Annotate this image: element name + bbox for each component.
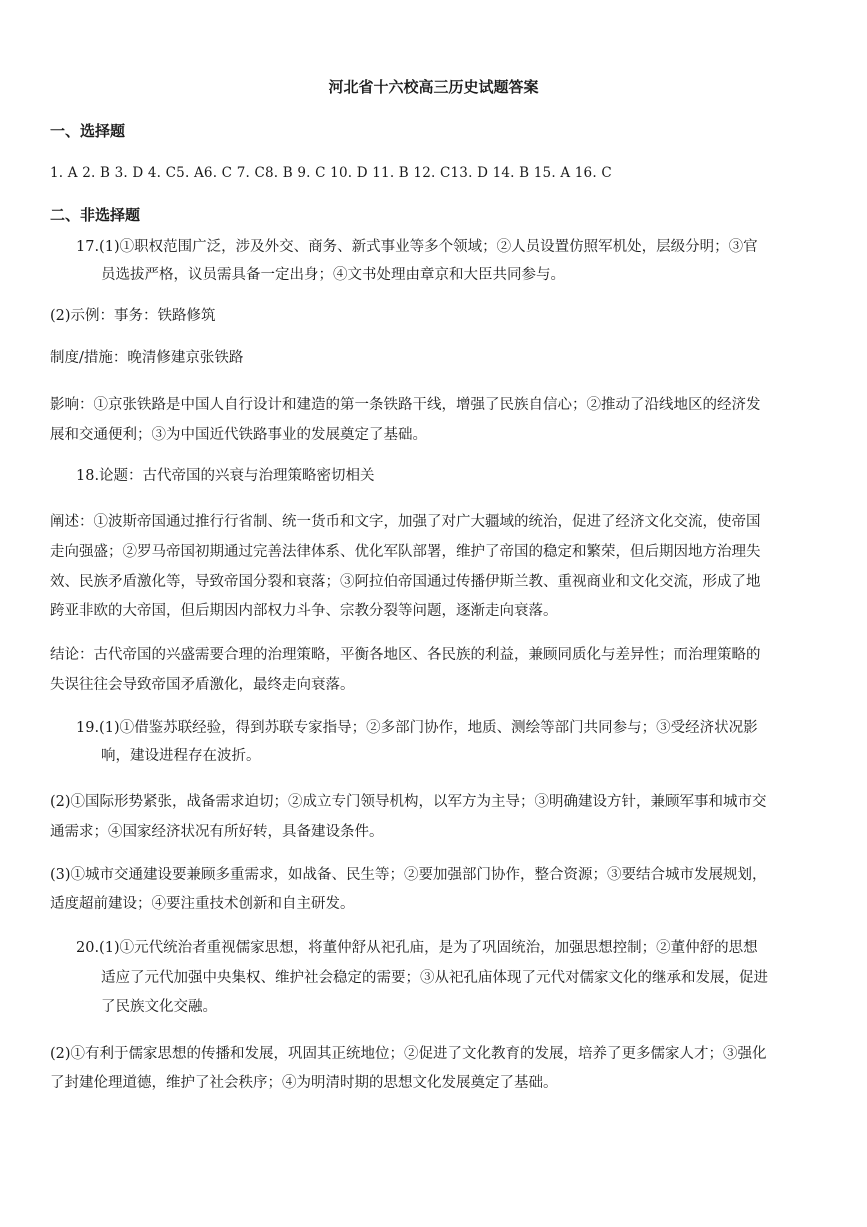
- section-heading-choice: 一、选择题: [50, 122, 126, 140]
- answer-line: (2)示例：事务：铁路修筑: [50, 308, 216, 324]
- answer-line: 19.(1)①借鉴苏联经验，得到苏联专家指导；②多部门协作，地质、测绘等部门共同参与；③受经济状况影: [76, 720, 758, 736]
- answer-line: 结论：古代帝国的兴盛需要合理的治理策略，平衡各地区、各民族的利益，兼顾同质化与差异性；而治理策略的: [50, 647, 761, 663]
- answer-line: 17.(1)①职权范围广泛，涉及外交、商务、新式事业等多个领域；②人员设置仿照军机处，层级分明；③官: [76, 239, 758, 255]
- section-heading-nonchoice: 二、非选择题: [50, 206, 141, 224]
- page-title: 河北省十六校高三历史试题答案: [328, 78, 539, 96]
- answer-line: 员选拔严格，议员需具备一定出身；④文书处理由章京和大臣共同参与。: [101, 267, 565, 283]
- choice-answers: 1. A 2. B 3. D 4. C5. A6. C 7. C8. B 9. C 10. D 11. B 12. C13. D 14. B 15. A 16. C: [50, 165, 612, 181]
- answer-line: 走向强盛；②罗马帝国初期通过完善法律体系、优化军队部署，维护了帝国的稳定和繁荣，但后期因地方治理失: [50, 544, 761, 560]
- answer-line: 了民族文化交融。: [101, 999, 217, 1015]
- answer-line: 18.论题：古代帝国的兴衰与治理策略密切相关: [76, 468, 375, 484]
- answer-line: (2)①国际形势紧张，战备需求迫切；②成立专门领导机构，以军方为主导；③明确建设方针，兼顾军事和城市交: [50, 794, 767, 810]
- answer-line: 适度超前建设；④要注重技术创新和自主研发。: [50, 896, 355, 912]
- answer-line: 制度/措施：晚清修建京张铁路: [50, 350, 244, 366]
- answer-line: 展和交通便利；③为中国近代铁路事业的发展奠定了基础。: [50, 427, 427, 443]
- answer-line: 阐述：①波斯帝国通过推行行省制、统一货币和文字，加强了对广大疆域的统治，促进了经济文化交流，使帝国: [50, 514, 761, 530]
- answer-line: (2)①有利于儒家思想的传播和发展，巩固其正统地位；②促进了文化教育的发展，培养了更多儒家人才；③强化: [50, 1046, 767, 1062]
- answer-line: 影响：①京张铁路是中国人自行设计和建造的第一条铁路干线，增强了民族自信心；②推动了沿线地区的经济发: [50, 397, 761, 413]
- answer-line: 20.(1)①元代统治者重视儒家思想，将董仲舒从祀孔庙，是为了巩固统治，加强思想控制；②董仲舒的思想: [76, 940, 758, 956]
- answer-line: 响，建设进程存在波折。: [101, 748, 261, 764]
- answer-line: 失误往往会导致帝国矛盾激化，最终走向衰落。: [50, 677, 355, 693]
- answer-line: 通需求；④国家经济状况有所好转，具备建设条件。: [50, 824, 384, 840]
- answer-line: 跨亚非欧的大帝国，但后期因内部权力斗争、宗教分裂等问题，逐渐走向衰落。: [50, 603, 558, 619]
- answer-line: (3)①城市交通建设要兼顾多重需求，如战备、民生等；②要加强部门协作，整合资源；③要结合城市发展规划，: [50, 867, 767, 883]
- answer-line: 适应了元代加强中央集权、维护社会稳定的需要；③从祀孔庙体现了元代对儒家文化的继承和发展，促进: [101, 970, 768, 986]
- answer-line: 了封建伦理道德，维护了社会秩序；④为明清时期的思想文化发展奠定了基础。: [50, 1075, 558, 1091]
- answer-line: 效、民族矛盾激化等，导致帝国分裂和衰落；③阿拉伯帝国通过传播伊斯兰教、重视商业和文化交流，形成了地: [50, 574, 761, 590]
